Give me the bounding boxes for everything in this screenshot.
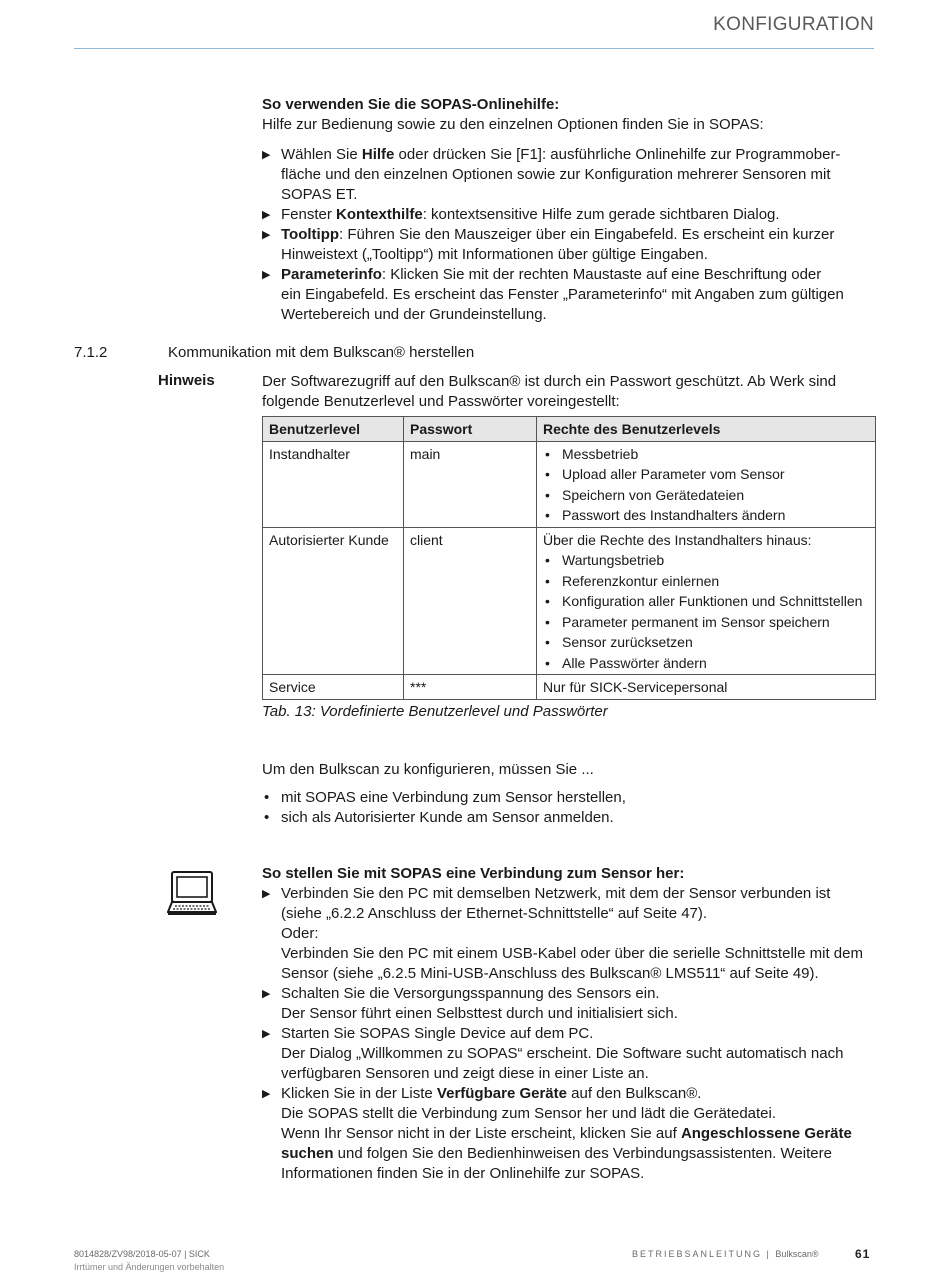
table-cell-password: client — [404, 527, 537, 675]
help-item: ▶ Tooltipp: Führen Sie den Mauszeiger über ein Eingabefeld. Es erscheint ein kurzer Hinweistext („Tooltipp“) mit Informationen über gültige Eingaben. — [262, 226, 835, 263]
footer-disclaimer: Irrtümer und Änderungen vorbehalten — [74, 1262, 225, 1272]
configure-list — [262, 788, 876, 828]
connect-step: ▶ Klicken Sie in der Liste Verfügbare Geräte auf den Bulkscan®. Die SOPAS stellt die Verbindung zum Sensor her und lädt die Gerätedatei. Wenn Ihr Sensor nicht in der Liste erscheint, klicken Sie auf Angeschlossene Geräte suchen und folgen Sie den Bedienhinweisen des Verbindungsassistenten. Weitere Informationen finden Sie in der Onlinehilfe zur SOPAS. — [262, 1085, 852, 1182]
footer-doc: 8014828/ZV98/2018-05-07 | SICK — [74, 1249, 210, 1259]
laptop-icon — [167, 870, 217, 918]
rights-item: • Speichern von Gerätedateien — [545, 486, 745, 503]
arrow-icon: ▶ — [262, 1088, 271, 1100]
page-header-title: KONFIGURATION — [713, 14, 874, 35]
footer-left — [74, 1248, 224, 1274]
configure-section — [262, 760, 876, 828]
rights-item: • Referenzkontur einlernen — [545, 572, 720, 589]
table-cell-level: Instandhalter — [263, 441, 404, 527]
help-item: ▶ Parameterinfo: Klicken Sie mit der rechten Maustaste auf eine Beschriftung oder ein Eingabefeld. Es erscheint das Fenster „Parameterinfo“ mit Angaben zum gültigen Wertebereich und der Grundeinstellung. — [262, 266, 844, 323]
table-cell-rights — [537, 441, 876, 527]
rights-item: • Passwort des Instandhalters ändern — [545, 507, 786, 523]
arrow-icon: ▶ — [262, 988, 271, 1000]
header-rule — [74, 48, 874, 49]
connect-section — [262, 864, 876, 1184]
table-cell-rights — [537, 527, 876, 675]
rights-item: • Konfiguration aller Funktionen und Schnittstellen — [545, 593, 863, 609]
connect-step: ▶ Verbinden Sie den PC mit demselben Netzwerk, mit dem der Sensor verbunden ist (siehe „6.2.2 Anschluss der Ethernet-Schnittstelle“ auf Seite 47). Oder: Verbinden Sie den PC mit einem USB-Kabel oder über die serielle Schnittstelle mit dem Sensor (siehe „6.2.5 Mini-USB-Anschluss des Bulkscan® LMS511“ auf Seite 49). — [262, 885, 863, 982]
table-cell-password: *** — [404, 675, 537, 700]
rights-item: • Upload aller Parameter vom Sensor — [545, 466, 785, 482]
connect-heading: So stellen Sie mit SOPAS eine Verbindung zum Sensor her: — [262, 865, 685, 882]
connect-step: ▶ Starten Sie SOPAS Single Device auf dem PC. Der Dialog „Willkommen zu SOPAS“ erscheint. Die Software sucht automatisch nach verfügbaren Sensoren und zeigt diese in einer Liste an. — [262, 1025, 844, 1082]
list-item: • sich als Autorisierter Kunde am Sensor anmelden. — [264, 809, 614, 826]
table-cell-rights: Nur für SICK-Servicepersonal — [537, 675, 876, 700]
help-list — [262, 145, 876, 325]
arrow-icon: ▶ — [262, 269, 271, 281]
table-header-cell: Rechte des Benutzerlevels — [537, 417, 876, 442]
note-text: Der Softwarezugriff auf den Bulkscan® ist durch ein Passwort geschützt. Ab Werk sind folgende Benutzerlevel und Passwörter voreingestellt: — [262, 373, 837, 410]
table-cell-level: Autorisierter Kunde — [263, 527, 404, 675]
rights-intro: Über die Rechte des Instandhalters hinaus: — [543, 531, 812, 548]
table-header-row — [263, 417, 876, 442]
table-header-cell: Passwort — [404, 417, 537, 442]
rights-item: • Parameter permanent im Sensor speichern — [545, 613, 830, 630]
rights-item: • Wartungsbetrieb — [545, 552, 665, 568]
arrow-icon: ▶ — [262, 1028, 271, 1040]
arrow-icon: ▶ — [262, 229, 271, 241]
section-number: 7.1.2 — [74, 344, 108, 361]
help-item: ▶ Fenster Kontexthilfe: kontextsensitive Hilfe zum gerade sichtbaren Dialog. — [262, 206, 780, 223]
table-row — [263, 441, 876, 527]
page-number: 61 — [855, 1247, 871, 1261]
rights-item: • Alle Passwörter ändern — [545, 654, 707, 671]
help-intro: Hilfe zur Bedienung sowie zu den einzelnen Optionen finden Sie in SOPAS: — [262, 116, 764, 133]
help-section — [262, 95, 876, 325]
table-cell-password: main — [404, 441, 537, 527]
arrow-icon: ▶ — [262, 209, 271, 221]
table-caption: Tab. 13: Vordefinierte Benutzerlevel und Passwörter — [262, 703, 608, 720]
table-header-cell: Benutzerlevel — [263, 417, 404, 442]
arrow-icon: ▶ — [262, 149, 271, 161]
note-label: Hinweis — [158, 372, 215, 389]
help-heading: So verwenden Sie die SOPAS-Onlinehilfe: — [262, 96, 560, 113]
connect-steps — [262, 884, 876, 1184]
user-level-table — [262, 416, 876, 700]
connect-step: ▶ Schalten Sie die Versorgungsspannung des Sensors ein. Der Sensor führt einen Selbsttest durch und initialisiert sich. — [262, 985, 678, 1022]
arrow-icon: ▶ — [262, 888, 271, 900]
configure-intro: Um den Bulkscan zu konfigurieren, müssen Sie ... — [262, 761, 594, 778]
table-cell-level: Service — [263, 675, 404, 700]
help-item: ▶ Wählen Sie Hilfe oder drücken Sie [F1]: ausführliche Onlinehilfe zur Programmober- fläche und den einzelnen Optionen sowie zur Konfiguration mehrerer Sensoren mit SOPAS ET. — [262, 146, 841, 203]
rights-item: • Messbetrieb — [545, 445, 639, 462]
list-item: • mit SOPAS eine Verbindung zum Sensor herstellen, — [264, 789, 626, 806]
rights-item: • Sensor zurücksetzen — [545, 634, 693, 650]
section-title: Kommunikation mit dem Bulkscan® herstellen — [168, 344, 475, 361]
table-row — [263, 527, 876, 675]
table-row — [263, 675, 876, 700]
footer-manual: BETRIEBSANLEITUNG | Bulkscan® — [632, 1249, 819, 1259]
